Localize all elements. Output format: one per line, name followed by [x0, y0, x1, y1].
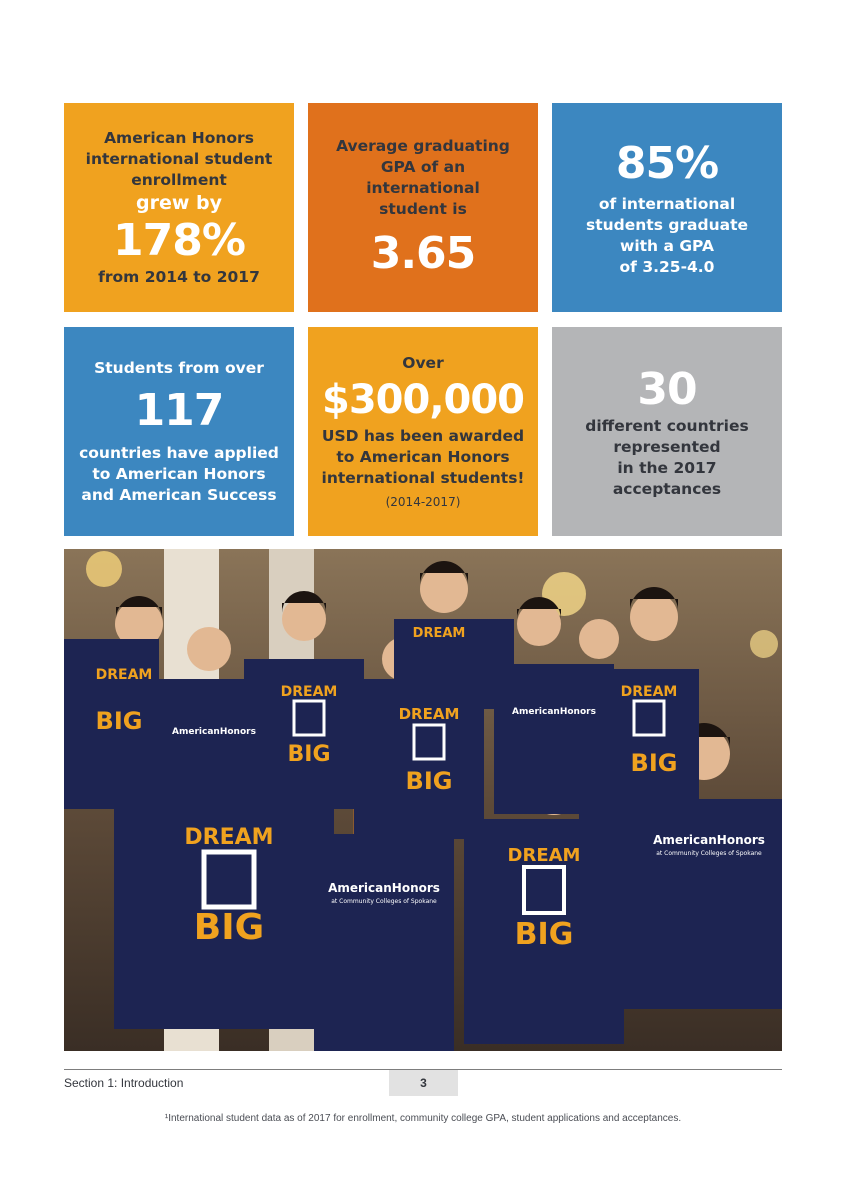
shirt-print-dream: DREAM — [95, 667, 153, 683]
shirt-print-brand: AmericanHonors — [653, 833, 765, 847]
tile-date-range: (2014-2017) — [385, 494, 461, 509]
shirt-print-brand: AmericanHonors — [172, 727, 256, 737]
tile-line: Average graduating — [336, 136, 510, 155]
stat-tile-awarded-usd — [308, 327, 538, 536]
shirt-print-dream: DREAM — [620, 684, 678, 700]
tile-line: international student — [85, 149, 273, 168]
tile-text — [79, 443, 279, 506]
tile-line: different countries — [585, 416, 749, 435]
tile-emphasis: grew by — [135, 191, 222, 214]
tile-line: GPA of an — [380, 157, 466, 176]
tile-big-number: 30 — [637, 363, 697, 415]
tile-line: USD has been awarded — [321, 426, 525, 445]
shirt-print-brand: AmericanHonors — [328, 881, 440, 895]
tile-line: students graduate — [585, 215, 749, 234]
tile-line: enrollment — [131, 170, 227, 189]
tile-caption: from 2014 to 2017 — [98, 267, 260, 286]
stat-tile-countries-represented — [552, 327, 782, 536]
shirt-print-big: BIG — [630, 749, 678, 777]
tile-line: to American Honors — [336, 447, 510, 466]
shirt-print-brand-sub: at Community Colleges of Spokane — [656, 850, 762, 857]
stat-tile-gpa-range — [552, 103, 782, 312]
tile-text — [585, 416, 748, 500]
tile-big-number: 3.65 — [370, 227, 476, 279]
shirt-print-dream: DREAM — [412, 626, 466, 641]
shirt-print-dream: DREAM — [507, 845, 581, 866]
stat-tile-average-gpa — [308, 103, 538, 312]
tile-line: to American Honors — [92, 464, 266, 483]
shirt-print-dream: DREAM — [280, 684, 338, 700]
page-number: 3 — [389, 1070, 458, 1096]
shirt-print-brand-sub: at Community Colleges of Spokane — [331, 898, 437, 905]
tile-text — [322, 426, 525, 489]
shirt-print-dream: DREAM — [398, 705, 460, 723]
tile-line: student is — [379, 199, 467, 218]
tile-big-number: 178% — [113, 214, 245, 266]
group-photo-illustration — [64, 549, 782, 1051]
tile-line: countries have applied — [79, 443, 279, 462]
section-label: Section 1: Introduction — [64, 1076, 184, 1090]
footnote: ¹International student data as of 2017 for enrollment, community college GPA, student applications and acceptances. — [164, 1113, 682, 1124]
tile-line: international students! — [321, 468, 525, 487]
tile-big-number: $300,000 — [321, 376, 525, 423]
tile-line: of 3.25-4.0 — [619, 257, 715, 276]
tile-lead: Over — [402, 353, 444, 372]
tile-line: American Honors — [104, 128, 254, 147]
tile-line: with a GPA — [620, 236, 714, 255]
tile-text — [336, 136, 510, 220]
tile-line: represented — [613, 437, 721, 456]
tile-text — [86, 128, 273, 191]
shirt-print-big: BIG — [514, 917, 574, 952]
shirt-print-big: BIG — [405, 767, 453, 795]
tile-line: in the 2017 — [617, 458, 717, 477]
shirt-print-big: BIG — [287, 742, 331, 767]
stat-tile-enrollment-growth — [64, 103, 294, 312]
shirt-print-big: BIG — [193, 907, 265, 948]
tile-big-number: 117 — [134, 384, 224, 436]
shirt-print-dream: DREAM — [184, 825, 274, 850]
group-photo — [64, 549, 782, 1051]
tile-big-number: 85% — [615, 137, 719, 189]
tile-lead: Students from over — [94, 358, 264, 377]
stat-tile-countries-applied — [64, 327, 294, 536]
tile-line: of international — [598, 194, 736, 213]
tile-text — [586, 194, 748, 278]
tile-line: acceptances — [612, 479, 722, 498]
shirt-print-brand: AmericanHonors — [512, 707, 596, 717]
tile-line: international — [366, 178, 480, 197]
shirt-print-big: BIG — [95, 707, 143, 735]
tile-line: and American Success — [81, 485, 277, 504]
